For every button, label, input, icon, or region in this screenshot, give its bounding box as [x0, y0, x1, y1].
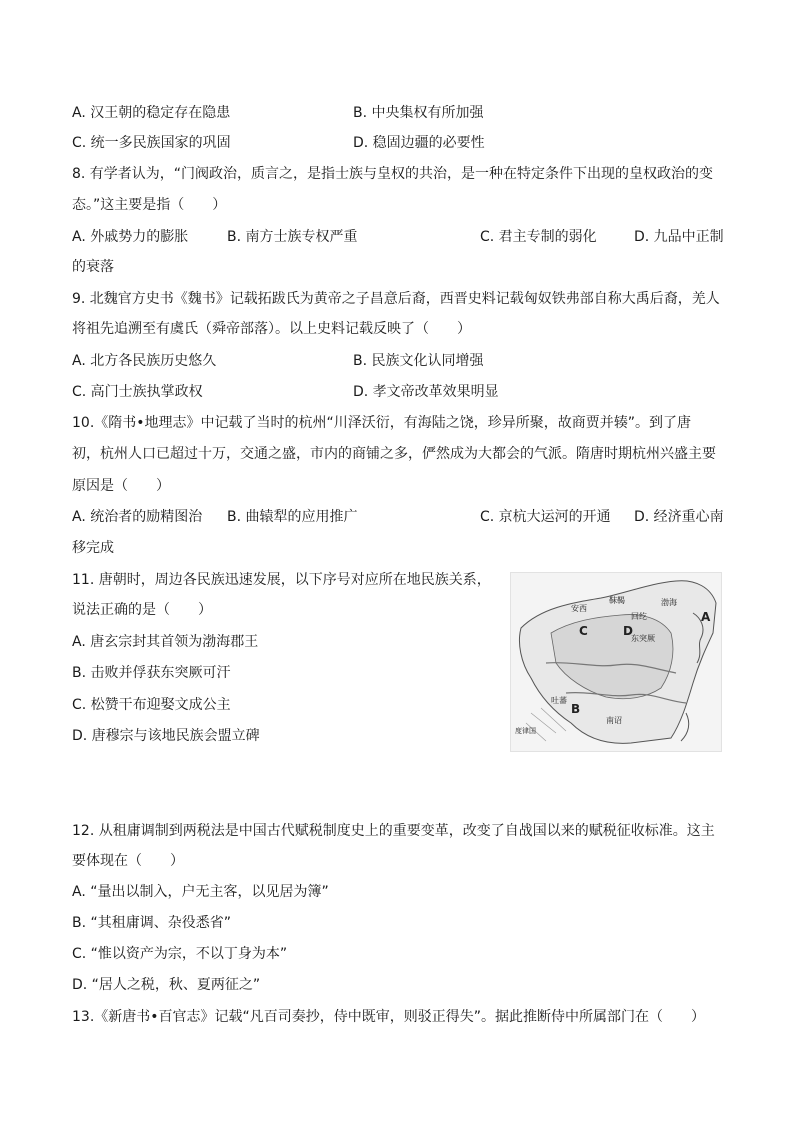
map-place-8: 度律国: [515, 727, 536, 735]
q7-option-b: B. 中央集权有所加强: [353, 105, 484, 121]
q8-option-c: C. 君主专制的弱化: [480, 229, 597, 245]
tang-dynasty-map: [510, 572, 722, 752]
q11-option-b: B. 击败并俘获东突厥可汗: [72, 665, 231, 681]
q13-stem-line1: 13.《新唐书•百官志》记载“凡百司奏抄，侍中既审，则驳正得失”。据此推断侍中所属部门在（ ）: [72, 1009, 706, 1025]
map-marker-b: B: [571, 702, 581, 716]
map-marker-c: C: [579, 624, 588, 638]
q10-option-c: C. 京杭大运河的开通: [480, 509, 611, 525]
map-marker-d: D: [623, 624, 633, 638]
q11-option-d: D. 唐穆宗与该地民族会盟立碑: [72, 728, 260, 744]
map-place-4: 东突厥: [631, 634, 655, 643]
q8-option-a: A. 外戚势力的膨胀: [72, 229, 189, 245]
q10-stem-line1: 10.《隋书•地理志》中记载了当时的杭州“川泽沃衍，有海陆之饶，珍异所聚，故商贾并辏”。到了唐: [72, 415, 692, 431]
q7-option-c: C. 统一多民族国家的巩固: [72, 135, 231, 151]
q12-option-d: D. “居人之税，秋、夏两征之”: [72, 977, 261, 993]
q10-option-a: A. 统治者的励精图治: [72, 509, 203, 525]
tang-map-drawing: [511, 573, 721, 751]
q9-option-d: D. 孝文帝改革效果明显: [353, 384, 499, 400]
q8-option-d: D. 九品中正制: [634, 229, 724, 245]
q8-stem-line2: 态。”这主要是指（ ）: [72, 197, 227, 213]
map-place-7: 渤海: [661, 598, 677, 607]
q10-option-b: B. 曲辕犁的应用推广: [227, 509, 358, 525]
q11-option-a: A. 唐玄宗封其首领为渤海郡王: [72, 634, 259, 650]
q10-stem-line3: 原因是（ ）: [72, 478, 170, 494]
q8-option-b: B. 南方士族专权严重: [227, 229, 358, 245]
q9-option-a: A. 北方各民族历史悠久: [72, 353, 217, 369]
q12-option-b: B. “其租庸调、杂役悉省”: [72, 915, 232, 931]
q9-option-c: C. 高门士族执掌政权: [72, 384, 203, 400]
q9-stem-line1: 9. 北魏官方史书《魏书》记载拓跋氏为黄帝之子昌意后裔，西晋史料记载匈奴铁弗部自称大禹后裔，羌人: [72, 291, 720, 307]
q12-option-a: A. “量出以制入，户无主客，以见居为簿”: [72, 884, 329, 900]
q11-stem-line1: 11. 唐朝时，周边各民族迅速发展，以下序号对应所在地民族关系，: [72, 572, 491, 588]
q10-stem-line2: 初，杭州人口已超过十万，交通之盛，市内的商铺之多，俨然成为大都会的气派。隋唐时期杭州兴盛主要: [72, 446, 716, 462]
map-place-2: 靺鞨: [609, 596, 625, 605]
q7-option-a: A. 汉王朝的稳定存在隐患: [72, 105, 231, 121]
q11-stem-line2: 说法正确的是（ ）: [72, 602, 212, 618]
q12-stem-line1: 12. 从租庸调制到两税法是中国古代赋税制度史上的重要变革，改变了自战国以来的赋税征收标准。这主: [72, 823, 715, 839]
q12-stem-line2: 要体现在（ ）: [72, 853, 184, 869]
q12-option-c: C. “惟以资产为宗，不以丁身为本”: [72, 946, 288, 962]
q8-option-d-wrap: 的衰落: [72, 259, 114, 275]
q9-option-b: B. 民族文化认同增强: [353, 353, 484, 369]
map-place-1: 安西: [571, 604, 587, 613]
q11-option-c: C. 松赞干布迎娶文成公主: [72, 697, 231, 713]
q9-stem-line2: 将祖先追溯至有虞氏（舜帝部落）。以上史料记载反映了（ ）: [72, 321, 471, 337]
map-place-5: 吐蕃: [551, 696, 567, 705]
q10-option-d: D. 经济重心南: [634, 509, 724, 525]
map-marker-a: A: [701, 610, 711, 624]
q7-option-d: D. 稳固边疆的必要性: [353, 135, 485, 151]
map-place-3: 回纥: [631, 612, 647, 621]
q10-option-d-wrap: 移完成: [72, 540, 114, 556]
q8-stem-line1: 8. 有学者认为，“门阀政治，质言之，是指士族与皇权的共治，是一种在特定条件下出现的皇权政治的变: [72, 166, 714, 182]
map-place-6: 南诏: [606, 716, 622, 725]
